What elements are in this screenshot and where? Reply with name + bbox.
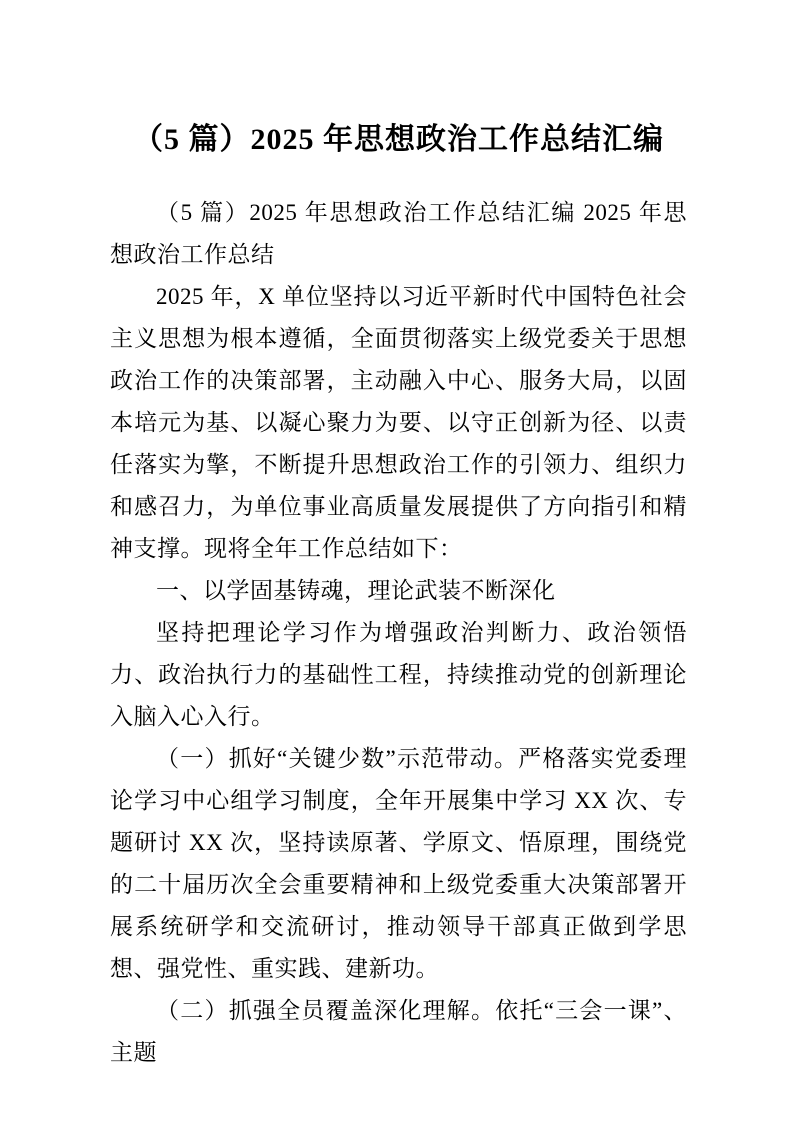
paragraph-overview: 2025 年，X 单位坚持以习近平新时代中国特色社会主义思想为根本遵循，全面贯彻落实上级党委关于思想政治工作的决策部署，主动融入中心、服务大局，以固本培元为基、以凝心聚力为要、以守正创新为径、以责任落实为擎，不断提升思想政治工作的引领力、组织力和感召力，为单位事业高质量发展提供了方向指引和精神支撑。现将全年工作总结如下： xyxy=(110,284,687,561)
paragraph-section-1-item-1: （一）抓好“关键少数”示范带动。严格落实党委理论学习中心组学习制度，全年开展集中学习 XX 次、专题研讨 XX 次，坚持读原著、学原文、悟原理，围绕党的二十届历次全会重要精神和上级党委重大决策部署开展系统研学和交流研讨，推动领导干部真正做到学思想、强党性、重实践、建新功。 xyxy=(110,746,687,981)
paragraph-section-1-heading: 一、以学固基铸魂，理论武装不断深化 xyxy=(156,578,556,603)
paragraph-intro-heading: （5 篇）2025 年思想政治工作总结汇编 2025 年思想政治工作总结 xyxy=(110,200,687,267)
paragraph-section-1-lead: 坚持把理论学习作为增强政治判断力、政治领悟力、政治执行力的基础性工程，持续推动党的创新理论入脑入心入行。 xyxy=(110,620,687,729)
document-body xyxy=(110,192,687,1074)
paragraph-section-1-item-2-partial: （二）抓强全员覆盖深化理解。依托“三会一课”、主题 xyxy=(110,998,687,1065)
document-title: （5 篇）2025 年思想政治工作总结汇编 xyxy=(133,123,664,156)
